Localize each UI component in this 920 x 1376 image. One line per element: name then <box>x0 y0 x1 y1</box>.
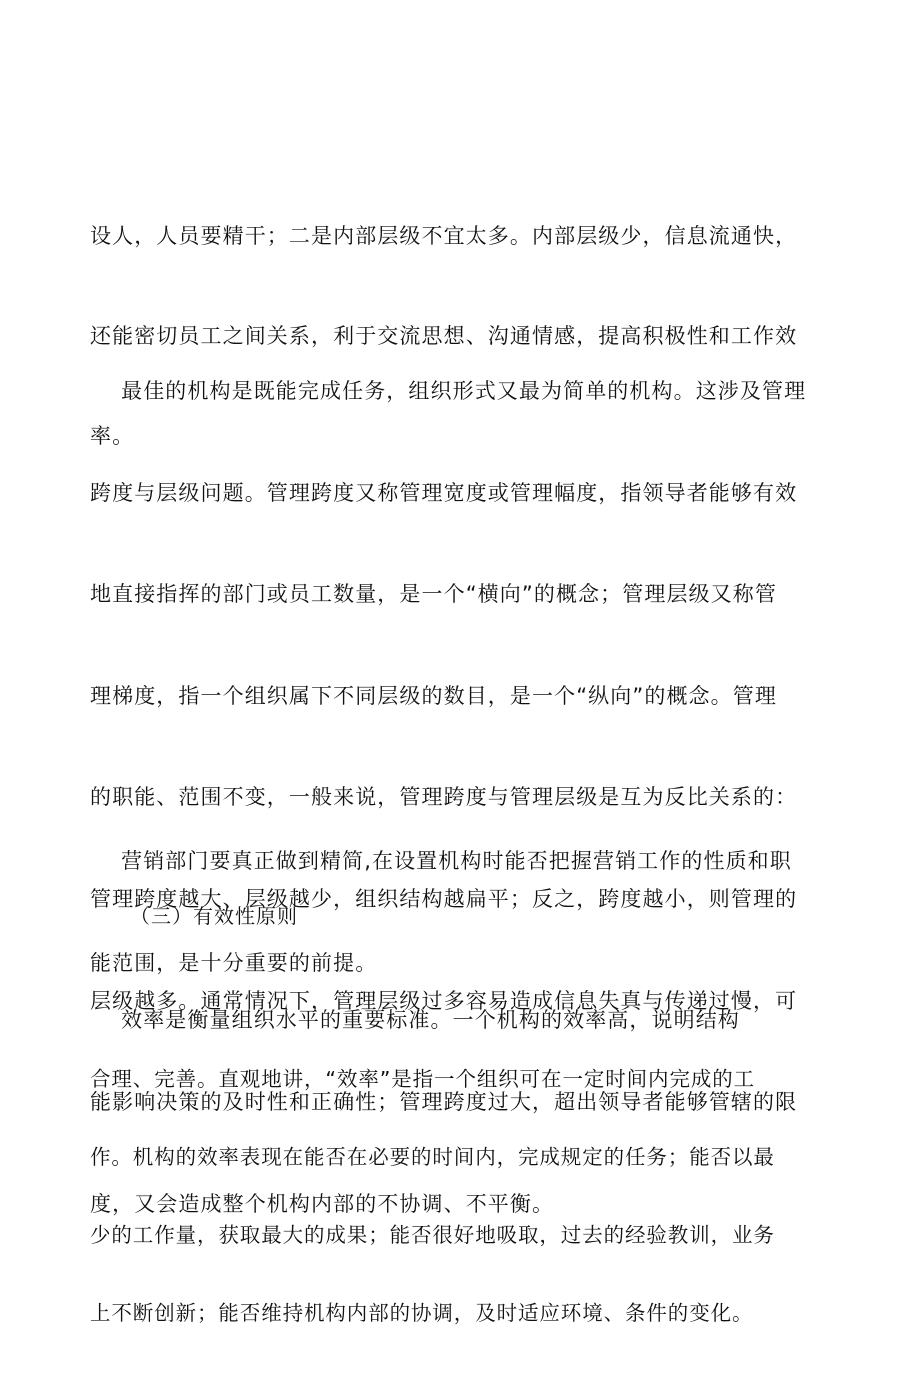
text-line: 效率是衡量组织水平的重要标准。一个机构的效率高，说明结构 <box>90 1008 740 1032</box>
section-heading: （三）有效性原则 <box>130 904 298 928</box>
text-line: 营销部门要真正做到精简,在设置机构时能否把握营销工作的性质和职 <box>90 849 792 873</box>
text-line: 设人，人员要精干；二是内部层级不宜太多。内部层级少，信息流通快， <box>90 224 798 248</box>
text-line: 度，又会造成整个机构内部的不协调、不平衡。 <box>90 1191 555 1216</box>
text-line: 作。机构的效率表现在能否在必要的时间内，完成规定的任务；能否以最 <box>90 1145 775 1169</box>
text-line: 层级越多。通常情况下，管理层级过多容易造成信息失真与传递过慢，可 <box>90 988 798 1013</box>
text-line: 地直接指挥的部门或员工数量，是一个“横向”的概念；管理层级又称管 <box>90 582 777 607</box>
text-line: 的职能、范围不变，一般来说，管理跨度与管理层级是互为反比关系的： <box>90 785 798 810</box>
text-line: 率。 <box>90 424 135 448</box>
text-line: 还能密切员工之间关系，利于交流思想、沟通情感，提高积极性和工作效 <box>90 324 798 348</box>
text-line: 合理、完善。直观地讲，“效率”是指一个组织可在一定时间内完成的工 <box>90 1067 756 1091</box>
text-line: 上不断创新；能否维持机构内部的协调，及时适应环境、条件的变化。 <box>90 1301 754 1325</box>
text-line: 能范围，是十分重要的前提。 <box>90 951 378 975</box>
paragraph-efficiency-detail <box>90 1016 850 1376</box>
text-line: 少的工作量，获取最大的成果；能否很好地吸取，过去的经验教训，业务 <box>90 1223 775 1247</box>
text-line: 最佳的机构是既能完成任务，组织形式又最为简单的机构。这涉及管理 <box>90 379 807 403</box>
text-line: 跨度与层级问题。管理跨度又称管理宽度或管理幅度，指领导者能够有效 <box>90 480 798 505</box>
text-line: 能影响决策的及时性和正确性；管理跨度过大，超出领导者能够管辖的限 <box>90 1090 798 1115</box>
text-line: 理梯度，指一个组织属下不同层级的数目，是一个“纵向”的概念。管理 <box>90 683 777 708</box>
text-line: 管理跨度越大、层级越少，组织结构越扁平；反之，跨度越小，则管理的 <box>90 886 798 911</box>
